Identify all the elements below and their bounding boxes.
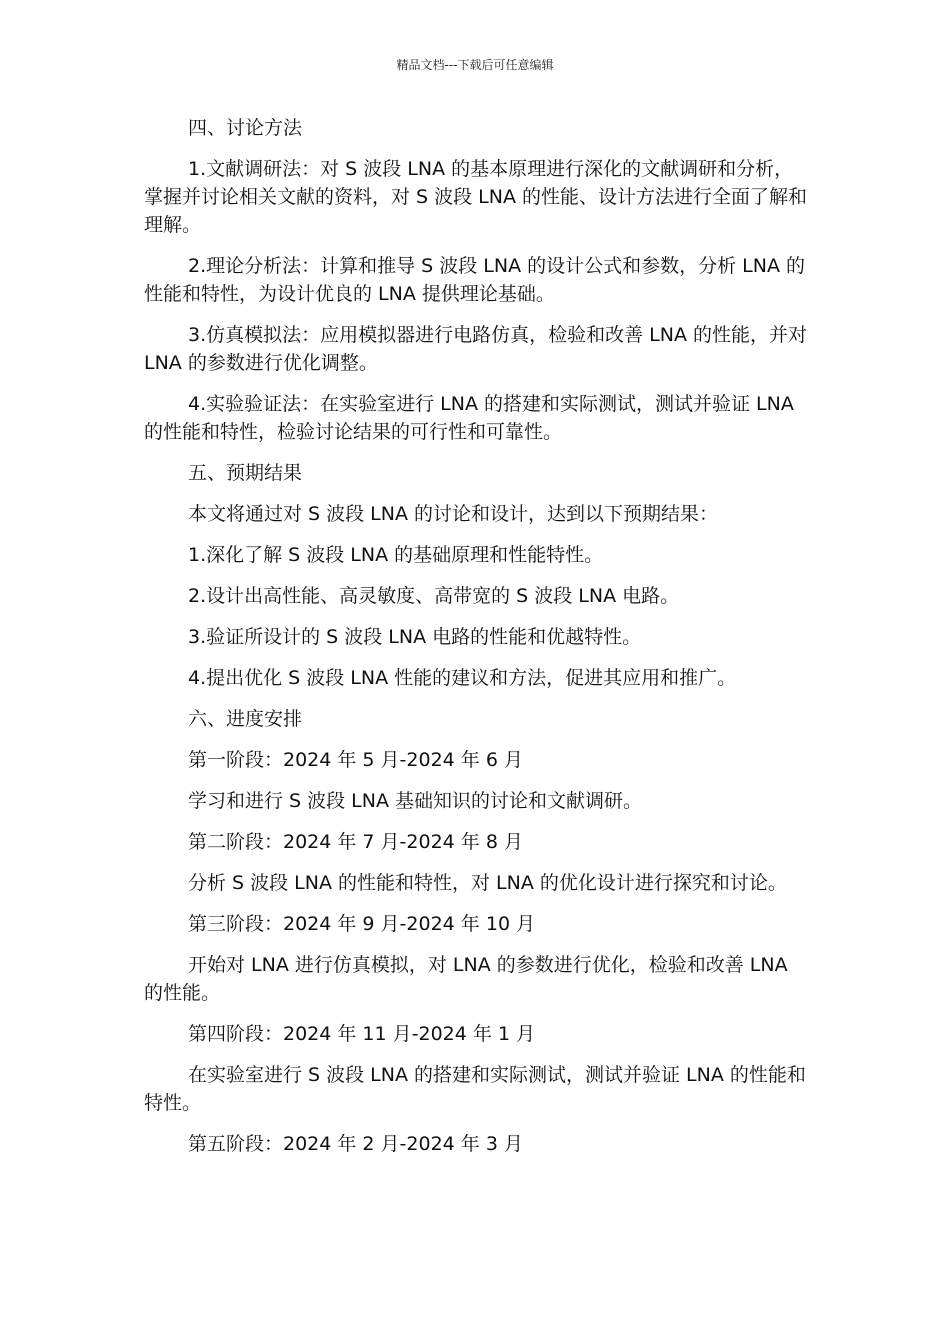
schedule-stage-title: 第三阶段：2024 年 9 月-2024 年 10 月 (188, 913, 536, 935)
schedule-stage-title: 第二阶段：2024 年 7 月-2024 年 8 月 (188, 831, 523, 853)
schedule-stage-description: 开始对 LNA 进行仿真模拟，对 LNA 的参数进行优化，检验和改善 LNA 的性能。 (144, 954, 788, 1004)
schedule-stage-title: 第四阶段：2024 年 11 月-2024 年 1 月 (188, 1023, 536, 1045)
section-heading-schedule: 六、进度安排 (188, 708, 303, 730)
expected-results-intro: 本文将通过对 S 波段 LNA 的讨论和设计，达到以下预期结果： (188, 503, 719, 525)
method-experimental-verification: 4.实验验证法：在实验室进行 LNA 的搭建和实际测试，测试并验证 LNA 的性能和特性，检验讨论结果的可行性和可靠性。 (144, 393, 794, 443)
expected-result-item: 2.设计出高性能、高灵敏度、高带宽的 S 波段 LNA 电路。 (188, 585, 680, 607)
section-heading-methods: 四、讨论方法 (188, 117, 303, 139)
schedule-stage-title: 第一阶段：2024 年 5 月-2024 年 6 月 (188, 749, 523, 771)
section-heading-expected-results: 五、预期结果 (188, 462, 303, 484)
method-simulation: 3.仿真模拟法：应用模拟器进行电路仿真，检验和改善 LNA 的性能，并对 LNA 的参数进行优化调整。 (144, 324, 808, 374)
method-theoretical-analysis: 2.理论分析法：计算和推导 S 波段 LNA 的设计公式和参数，分析 LNA 的性能和特性，为设计优良的 LNA 提供理论基础。 (144, 255, 806, 305)
expected-result-item: 4.提出优化 S 波段 LNA 性能的建议和方法，促进其应用和推广。 (188, 667, 737, 689)
schedule-stage-description: 学习和进行 S 波段 LNA 基础知识的讨论和文献调研。 (188, 790, 643, 812)
schedule-stage-description: 在实验室进行 S 波段 LNA 的搭建和实际测试，测试并验证 LNA 的性能和特性。 (144, 1064, 806, 1114)
expected-result-item: 3.验证所设计的 S 波段 LNA 电路的性能和优越特性。 (188, 626, 642, 648)
schedule-stage-description: 分析 S 波段 LNA 的性能和特性，对 LNA 的优化设计进行探究和讨论。 (188, 872, 787, 894)
document-body (144, 114, 808, 1171)
expected-result-item: 1.深化了解 S 波段 LNA 的基础原理和性能特性。 (188, 544, 604, 566)
method-literature-review: 1.文献调研法：对 S 波段 LNA 的基本原理进行深化的文献调研和分析，掌握并讨论相关文献的资料，对 S 波段 LNA 的性能、设计方法进行全面了解和理解。 (144, 158, 808, 236)
page-header-watermark: 精品文档---下载后可任意编辑 (396, 58, 554, 72)
schedule-stage-title: 第五阶段：2024 年 2 月-2024 年 3 月 (188, 1133, 523, 1155)
